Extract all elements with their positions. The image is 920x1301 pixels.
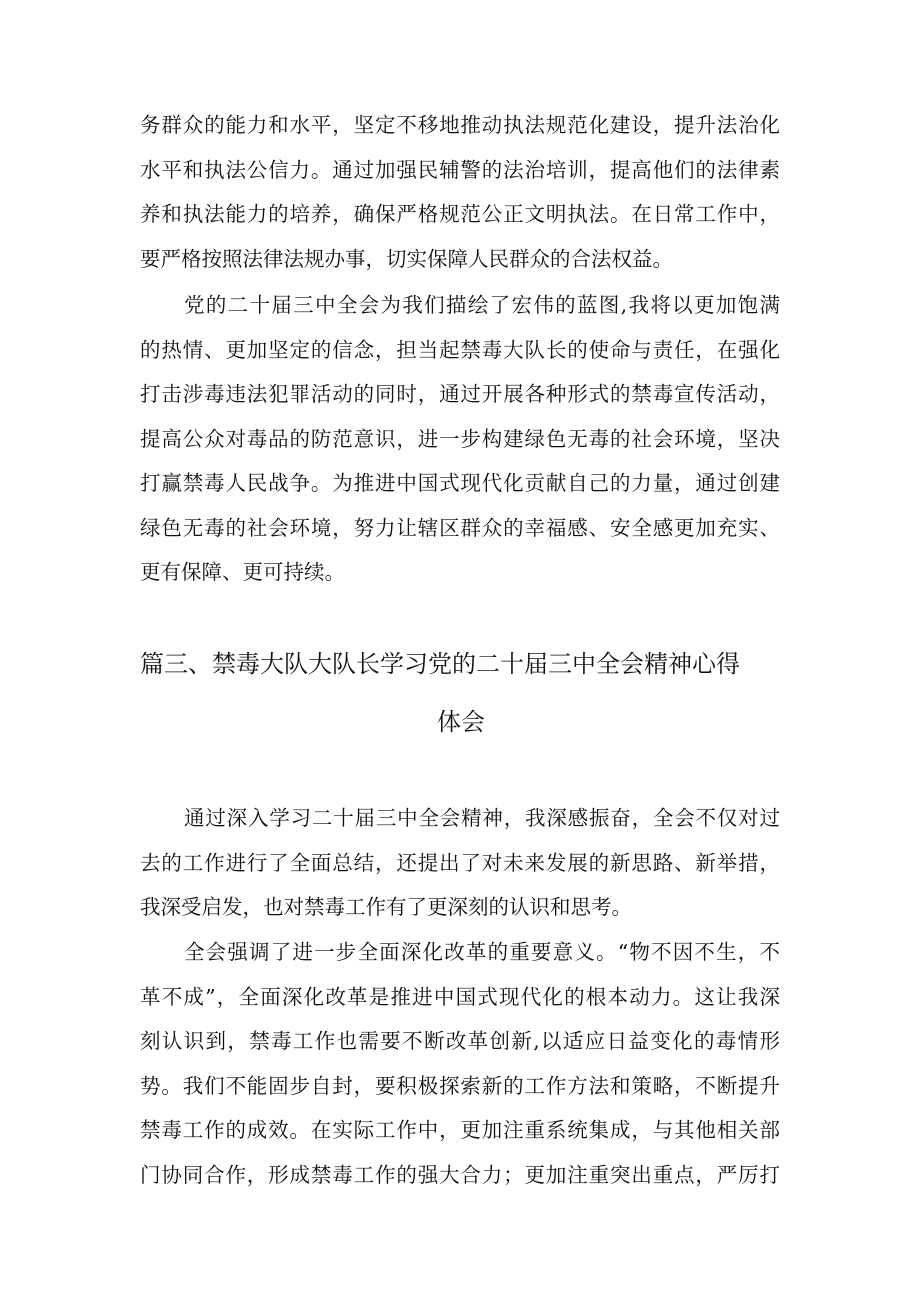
text-line: 党的二十届三中全会为我们描绘了宏伟的蓝图,我将以更加饱满	[184, 293, 780, 317]
text-line: 提高公众对毒品的防范意识，进一步构建绿色无毒的社会环境，坚决	[140, 426, 780, 451]
text-line: 我深受启发，也对禁毒工作有了更深刻的认识和思考。	[140, 895, 632, 919]
text-line: 去的工作进行了全面总结，还提出了对未来发展的新思路、新举措，	[140, 850, 780, 875]
paragraph-1	[140, 103, 780, 281]
paragraph-4	[140, 930, 780, 1197]
text-line: 水平和执法公信力。通过加强民辅警的法治培训，提高他们的法律素	[140, 157, 780, 182]
text-line: 的热情、更加坚定的信念，担当起禁毒大队长的使命与责任，在强化	[140, 337, 780, 362]
text-line: 更有保障、更可持续。	[140, 560, 345, 584]
text-line: 刻认识到，禁毒工作也需要不断改革创新,以适应日益变化的毒情形	[140, 1029, 780, 1053]
text-line: 通过深入学习二十届三中全会精神，我深感振奋，全会不仅对过	[184, 806, 780, 830]
text-line: 务群众的能力和水平，坚定不移地推动执法规范化建设，提升法治化	[140, 113, 780, 137]
text-line: 全会强调了进一步全面深化改革的重要意义。“物不因不生，不	[184, 940, 780, 964]
text-line: 禁毒工作的成效。在实际工作中，更加注重系统集成，与其他相关部	[140, 1118, 780, 1142]
text-line: 打击涉毒违法犯罪活动的同时，通过开展各种形式的禁毒宣传活动，	[140, 382, 780, 406]
text-line: 革不成”，全面深化改革是推进中国式现代化的根本动力。这让我深	[140, 984, 780, 1009]
text-line: 门协同合作，形成禁毒工作的强大合力；更加注重突出重点，严厉打	[140, 1162, 780, 1187]
section-heading-line-1: 篇三、禁毒大队大队长学习党的二十届三中全会精神心得	[140, 650, 740, 678]
text-line: 绿色无毒的社会环境，努力让辖区群众的幸福感、安全感更加充实、	[140, 515, 780, 540]
section-heading-line-2: 体会	[437, 708, 485, 736]
paragraph-3	[140, 796, 780, 930]
text-line: 要严格按照法律法规办事，切实保障人民群众的合法权益。	[140, 246, 673, 271]
paragraph-2	[140, 283, 780, 595]
text-line: 势。我们不能固步自封，要积极探索新的工作方法和策略，不断提升	[140, 1073, 780, 1098]
text-line: 养和执法能力的培养，确保严格规范公正文明执法。在日常工作中，	[140, 202, 780, 226]
text-line: 打赢禁毒人民战争。为推进中国式现代化贡献自己的力量，通过创建	[140, 471, 780, 495]
